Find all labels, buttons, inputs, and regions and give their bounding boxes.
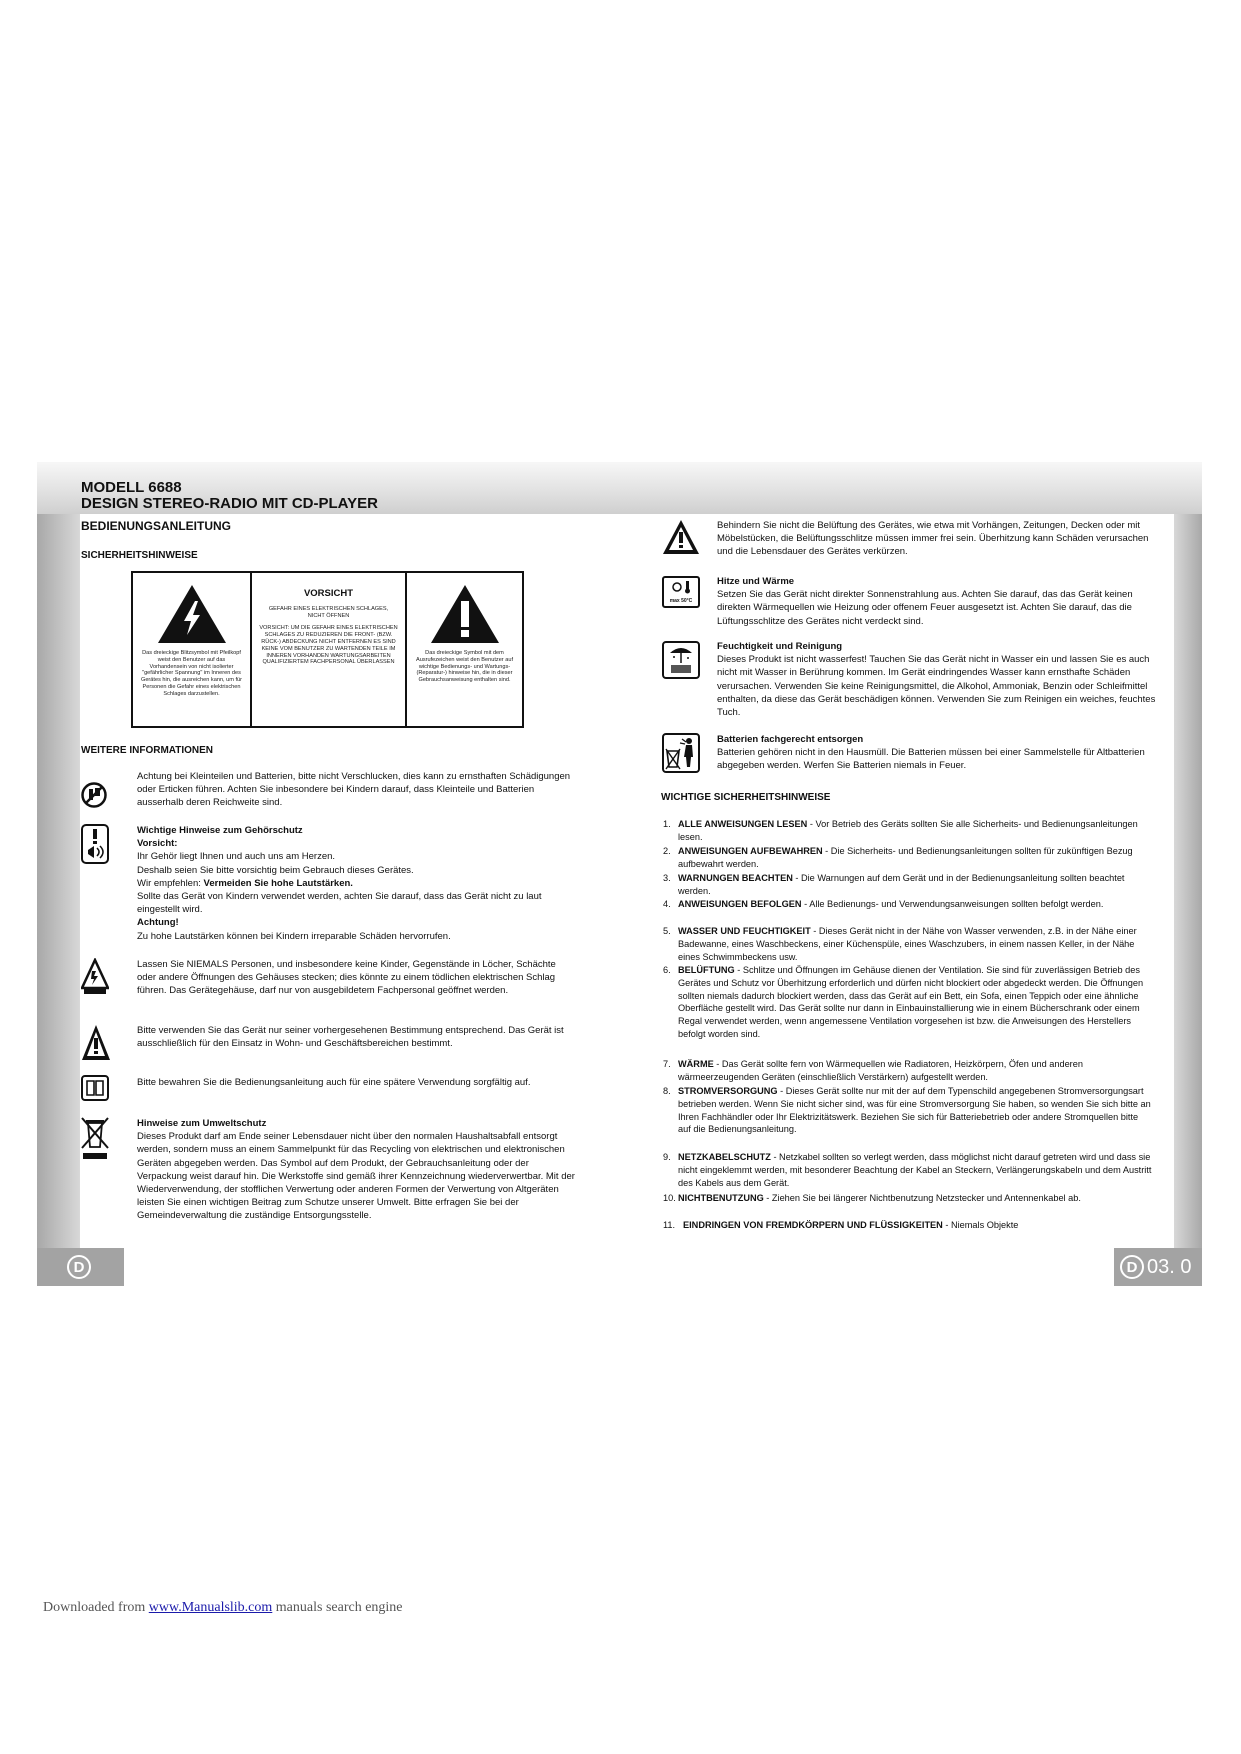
- caution-text-2: VORSICHT: UM DIE GEFAHR EINES ELEKTRISCHEN SCHLAGES ZU REDUZIEREN DIE FRONT- (BZW. RÜCK-) ABDECKUNG NICHT ENTFERNEN ES SIND KEINE VOM BENUTZER ZU WARTENDEN TEILE IM INNEREN VORHANDEN WARTUNGSARBEITEN QUALIFIZIERTEM FACHPERSONAL ÜBERLASSEN: [259, 625, 398, 666]
- environment-title: Hinweise zum Umweltschutz: [137, 1118, 267, 1129]
- caution-text-1: GEFAHR EINES ELEKTRISCHEN SCHLAGES, NICHT ÖFFNEN: [268, 605, 389, 619]
- thermometer-label: max 50°C: [669, 598, 693, 604]
- moisture-icon: [662, 641, 700, 679]
- no-insert-text: Lassen Sie NIEMALS Personen, und insbesondere keine Kinder, Gegenstände in Löcher, Schächte oder andere Öffnungen des Gehäuses stecken; dies könnte zu einem tödlichen elektrischen Schlag führen. Das Gerätegehäuse, darf nur von ausgebildetem Fachpersonal geöffnet werden.: [137, 959, 556, 997]
- battery-block: [717, 733, 1157, 773]
- language-badge-right: D: [1120, 1255, 1144, 1279]
- intended-use-text: Bitte verwenden Sie das Gerät nur seiner vorhergesehenen Bestimmung entsprechend. Das Gerät ist ausschließlich für den Einsatz in Wohn- und Geschäftsbereichen bestimmt.: [137, 1025, 564, 1050]
- environment-text: Dieses Produkt darf am Ende seiner Lebensdauer nicht über den normalen Haushaltsabfall entsorgt werden, sondern muss an einem Sammelpunkt für das Recycling von elektrischen und elektronischen Geräten abgegeben werden. Das Symbol auf dem Produkt, der Gebrauchsanleitung oder der Verpackung weist darauf hin. Die Werkstoffe sind gemäß ihrer Kennzeichnung wiederverwertbar. Mit der Wiederverwendung, der stofflichen Verwertung oder anderen Formen der Verwertung von Altgeräten leisten Sie einen wichtigen Beitrag zum Schutze unserer Umwelt. Bitte erfragen Sie bei der Gemeindeverwaltung die zuständige Entsorgungsstelle.: [137, 1131, 575, 1222]
- right-footer-bar: [1114, 1248, 1202, 1286]
- manualslib-link[interactable]: www.Manualslib.com: [148, 1600, 273, 1615]
- exclamation-warning-icon: [429, 583, 501, 645]
- electric-hazard-icon: [81, 958, 109, 996]
- language-badge-left: D: [67, 1255, 91, 1279]
- lightning-explanation: Das dreieckige Blitzsymbol mit Pfeilkopf weist den Benutzer auf das Vorhandensein von nicht isolierter "gefährlicher Spannung" im Inneren des Gerätes hin, die ausreichen kann, um für Personen die Gefahr eines elektrischen Schlages darzustellen.: [140, 650, 243, 697]
- keep-manual-text: Bitte bewahren Sie die Bedienungsanleitung auch für eine spätere Verwendung sorgfältig auf.: [137, 1077, 531, 1088]
- right-side-bar: [1174, 514, 1202, 1248]
- hearing-line-4: Sollte das Gerät von Kindern verwendet werden, achten Sie darauf, dass das Gerät nicht zu laut eingestellt wird.: [137, 891, 542, 916]
- model-name: MODELL 6688: [81, 479, 182, 496]
- download-footer: [43, 1600, 403, 1616]
- manual-heading: BEDIENUNGSANLEITUNG: [81, 519, 232, 533]
- hearing-line-2: Deshalb seien Sie bitte vorsichtig beim Gebrauch dieses Gerätes.: [137, 864, 414, 876]
- moisture-block: [717, 640, 1157, 719]
- general-warning-icon: [81, 1022, 111, 1064]
- download-prefix: Downloaded from: [43, 1600, 149, 1615]
- sun-icon: [671, 580, 693, 594]
- moisture-text: Dieses Produkt ist nicht wasserfest! Tauchen Sie das Gerät nicht in Wasser ein und lassen Sie es auch nicht mit Wasser in Berührung kommen. Im Gerät eindringendes Wasser kann ernsthafte Schäden verursachen. Verwenden Sie keine Reinigungsmittel, die Alkohol, Ammoniak, Benzin oder Schleifmittel enthalten, da diese das Gerät beschädigen können. Verwenden Sie zum Reinigen ein weiches, feuchtes Tuch.: [717, 654, 1156, 719]
- hearing-recommend-bold: Vermeiden Sie hohe Lautstärken.: [203, 877, 353, 889]
- heat-block: [717, 575, 1157, 628]
- lightning-column: [133, 573, 252, 726]
- moisture-title: Feuchtigkeit und Reinigung: [717, 641, 843, 652]
- heat-title: Hitze und Wärme: [717, 576, 795, 587]
- weitere-heading: WEITERE INFORMATIONEN: [81, 745, 214, 756]
- small-parts-text: Achtung bei Kleinteilen und Batterien, bitte nicht Verschlucken, dies kann zu ernsthaften Schädigungen oder Erticken führen. Achten Sie inbesondere bei Kindern darauf, dass Kleinteile und Batterien ausserhalb deren Reichweite sind.: [137, 771, 571, 809]
- exclamation-explanation: Das dreieckige Symbol mit dem Ausrufezeichen weist den Benutzer auf wichtige Bedienungs- und Wartungs- (Reparatur-) hinweise hin, die in dieser Gebrauchsanweisung enthalten sind.: [415, 650, 514, 684]
- environment-block: [137, 1117, 577, 1223]
- hearing-block: [137, 824, 577, 943]
- important-safety-heading: WICHTIGE SICHERHEITSHINWEISE: [661, 792, 831, 803]
- hearing-line-5: Zu hohe Lautstärken können bei Kindern irreparable Schäden hervorrufen.: [137, 930, 451, 942]
- left-side-bar: [37, 514, 80, 1248]
- hearing-protection-icon: [81, 824, 109, 864]
- hearing-recommend: Wir empfehlen:: [137, 877, 204, 889]
- hearing-line-3: [137, 877, 577, 890]
- product-name: DESIGN STEREO-RADIO MIT CD-PLAYER: [81, 495, 378, 512]
- download-suffix: manuals search engine: [272, 1600, 403, 1615]
- battery-title: Batterien fachgerecht entsorgen: [717, 734, 864, 745]
- document-title: [81, 480, 378, 512]
- no-small-parts-icon: [81, 776, 107, 814]
- hearing-line-1: Ihr Gehör liegt Ihnen und auch uns am Herzen.: [137, 851, 336, 863]
- caution-title: VORSICHT: [303, 588, 354, 599]
- hearing-attention-label: Achtung!: [137, 917, 179, 929]
- caution-box: [131, 571, 524, 728]
- heat-text: Setzen Sie das Gerät nicht direkter Sonnenstrahlung aus. Achten Sie darauf, das das Gerät keinen direkten Wärmequellen wie Heizung oder offenem Feuer ausgesetzt ist. Achten Sie darauf, das die Lüftungsschlitze des Gerätes nicht verdeckt sind.: [717, 589, 1133, 627]
- battery-disposal-icon: [662, 733, 700, 773]
- page-number: 03. 0: [1147, 1255, 1192, 1278]
- hearing-title: Wichtige Hinweise zum Gehörschutz: [137, 825, 303, 836]
- ventilation-warning-icon: [661, 518, 701, 556]
- left-footer-bar: [37, 1248, 124, 1286]
- lightning-warning-icon: [156, 583, 228, 645]
- ventilation-text: Behindern Sie nicht die Belüftung des Gerätes, wie etwa mit Vorhängen, Zeitungen, Decken oder mit Möbelstücken, die Belüftungsschlitze müssen immer frei sein. Überhitzung kann Schäden verursachen und die Lebensdauer des Gerätes verkürzen.: [717, 520, 1149, 558]
- hearing-caution-label: Vorsicht:: [137, 838, 178, 850]
- caution-column: [252, 573, 407, 726]
- exclamation-column: [407, 573, 522, 726]
- safety-heading: SICHERHEITSHINWEISE: [81, 550, 198, 561]
- manual-book-icon: [81, 1075, 109, 1101]
- thermometer-icon: [662, 576, 700, 608]
- battery-text: Batterien gehören nicht in den Hausmüll. Die Batterien müssen bei einer Sammelstelle für Altbatterien abgegeben werden. Werfen Sie Batterien niemals in Feuer.: [717, 747, 1145, 772]
- recycle-bin-icon: [80, 1115, 110, 1161]
